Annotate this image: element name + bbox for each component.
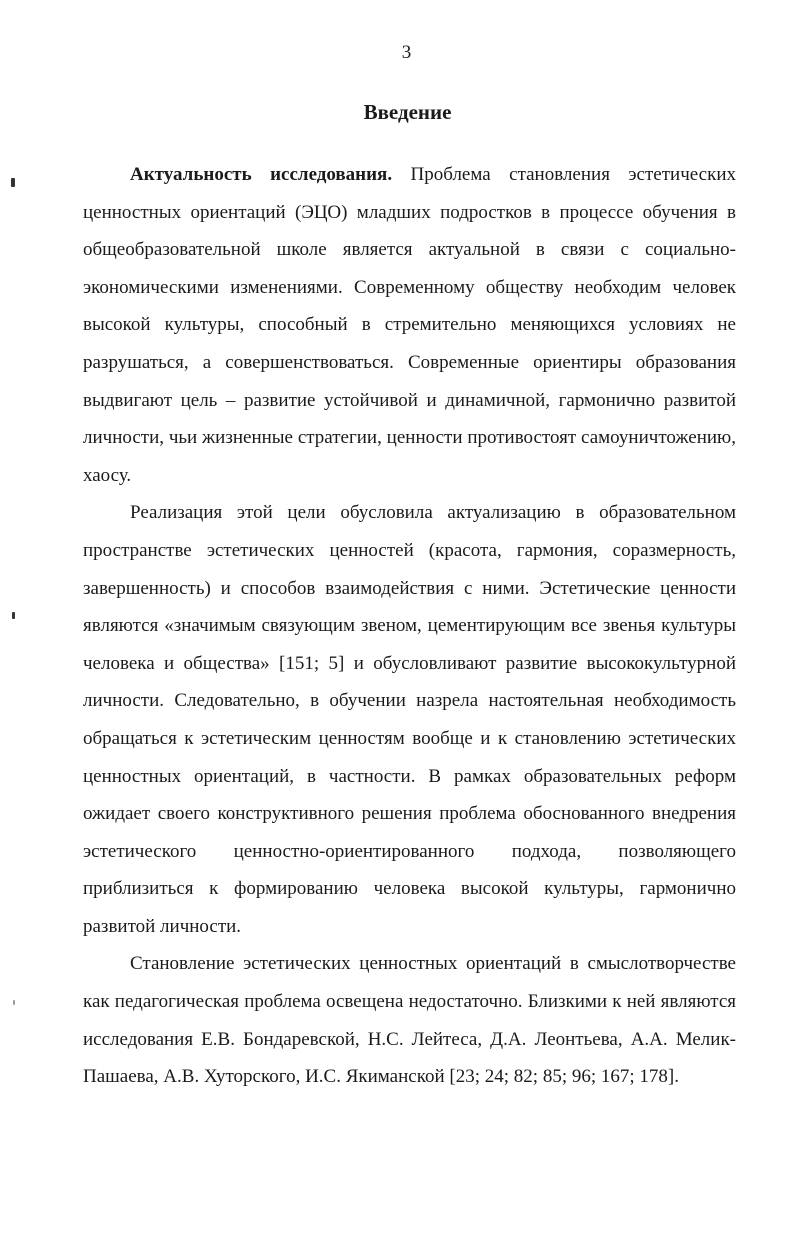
scan-speck-mark bbox=[11, 178, 15, 187]
paragraph-text: Реализация этой цели обусловила актуализацию в образовательном пространстве эстетических ценностей (красота, гармония, соразмерность, завершенность) и способов взаимодействия с ними. Эстетические ценности являются «значимым связующим звеном, цементирующим все звенья культуры человека и общества» [151; 5] и обусловливают развитие высококультурной личности. Следовательно, в обучении назрела настоятельная необходимость обращаться к эстетическим ценностям вообще и к становлению эстетических ценностных ориентаций, в частности. В рамках образовательных реформ ожидает своего конструктивного решения проблема обоснованного внедрения эстетического ценностно-ориентированного подхода, позволяющего приблизиться к формированию человека высокой культуры, гармонично развитой личности. bbox=[83, 502, 736, 937]
paragraph-research-status bbox=[83, 945, 736, 1095]
paragraph-lead: Актуальность исследования. bbox=[130, 164, 393, 185]
document-body bbox=[83, 156, 736, 1096]
scan-speck-mark bbox=[12, 612, 15, 619]
paragraph-implementation bbox=[83, 494, 736, 945]
page-number: 3 bbox=[401, 42, 412, 63]
paragraph-text: Становление эстетических ценностных ориентаций в смыслотворчестве как педагогическая проблема освещена недостаточно. Близкими к ней являются исследования Е.В. Бондаревской, Н.С. Лейтеса, Д.А. Леонтьева, А.А. Мелик-Пашаева, А.В. Хуторского, И.С. Якиманской [23; 24; 82; 85; 96; 167; 178]. bbox=[83, 953, 736, 1088]
scan-speck-mark bbox=[13, 1000, 15, 1005]
section-heading: Введение bbox=[363, 100, 452, 124]
paragraph-text: Проблема становления эстетических ценностных ориентаций (ЭЦО) младших подростков в процессе обучения в общеобразовательной школе является актуальной в связи с социально-экономическими изменениями. Современному обществу необходим человек высокой культуры, способный в стремительно меняющихся условиях не разрушаться, а совершенствоваться. Современные ориентиры образования выдвигают цель – развитие устойчивой и динамичной, гармонично развитой личности, чьи жизненные стратегии, ценности противостоят самоуничтожению, хаосу. bbox=[83, 164, 736, 486]
paragraph-relevance bbox=[83, 156, 736, 494]
